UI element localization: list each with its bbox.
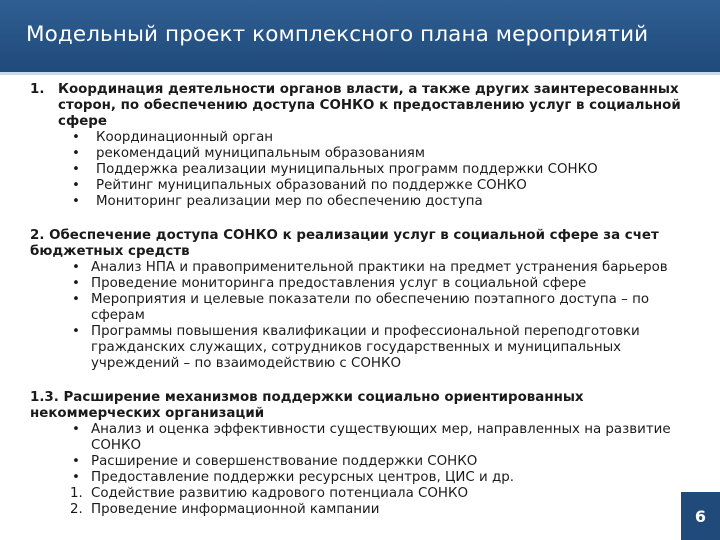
section-1-item: Рейтинг муниципальных образований по поддержке СОНКО: [96, 178, 527, 193]
section-2-item-continuation: учреждений – по взаимодействию с СОНКО: [91, 356, 402, 371]
section-3-item: Предоставление поддержки ресурсных центров, ЦИС и др.: [91, 470, 514, 485]
bullet-icon: •: [72, 162, 80, 177]
list-number: 1.: [70, 486, 83, 501]
section-2-item-continuation: сферам: [91, 308, 145, 323]
section-3-item: Содействие развитию кадрового потенциала СОНКО: [91, 486, 469, 501]
section-1-item: Мониторинг реализации мер по обеспечению доступа: [96, 194, 483, 209]
section-1-item: Координационный орган: [96, 130, 274, 145]
section-3-item-continuation: СОНКО: [91, 438, 142, 453]
bullet-icon: •: [72, 130, 80, 145]
section-2-item: Программы повышения квалификации и профессиональной переподготовки: [91, 324, 640, 339]
section-1-number: 1.: [30, 82, 45, 97]
page-number: 6: [694, 506, 707, 526]
bullet-icon: •: [72, 422, 80, 437]
slide-header: [0, 0, 720, 72]
section-2-item: Мероприятия и целевые показатели по обеспечению поэтапного доступа – по: [91, 292, 650, 307]
section-2-heading-line: 2. Обеспечение доступа СОНКО к реализации услуг в социальной сфере за счет: [30, 228, 659, 243]
list-number: 2.: [70, 502, 83, 517]
section-2-item: Проведение мониторинга предоставления услуг в социальной сфере: [91, 276, 587, 291]
section-3-heading-line: некоммерческих организаций: [30, 406, 265, 421]
bullet-icon: •: [72, 470, 80, 485]
bullet-icon: •: [72, 194, 80, 209]
header-divider: [0, 72, 720, 75]
section-3-heading-line: 1.3. Расширение механизмов поддержки социально ориентированных: [30, 390, 584, 405]
slide-title: Модельный проект комплексного плана мероприятий: [26, 22, 649, 47]
section-3-item: Проведение информационной кампании: [91, 502, 380, 517]
page-number-badge: [681, 492, 720, 540]
section-1-item: рекомендаций муниципальным образованиям: [96, 146, 425, 161]
section-1-heading-line: сторон, по обеспечению доступа СОНКО к предоставлению услуг в социальной: [58, 98, 681, 113]
bullet-icon: •: [72, 276, 80, 291]
section-2-item: Анализ НПА и правоприменительной практики на предмет устранения барьеров: [91, 260, 668, 275]
section-3-item: Анализ и оценка эффективности существующих мер, направленных на развитие: [91, 422, 671, 437]
section-2-heading-line: бюджетных средств: [30, 244, 190, 259]
bullet-icon: •: [72, 178, 80, 193]
bullet-icon: •: [72, 324, 80, 339]
section-3-item: Расширение и совершенствование поддержки СОНКО: [91, 454, 478, 469]
bullet-icon: •: [72, 146, 80, 161]
section-1-heading-line: Координация деятельности органов власти, а также других заинтересованных: [58, 82, 679, 97]
section-1-heading-line: сфере: [58, 114, 107, 129]
section-2-item-continuation: гражданских служащих, сотрудников государственных и муниципальных: [91, 340, 622, 355]
bullet-icon: •: [72, 292, 80, 307]
section-1-item: Поддержка реализации муниципальных программ поддержки СОНКО: [96, 162, 598, 177]
bullet-icon: •: [72, 454, 80, 469]
bullet-icon: •: [72, 260, 80, 275]
